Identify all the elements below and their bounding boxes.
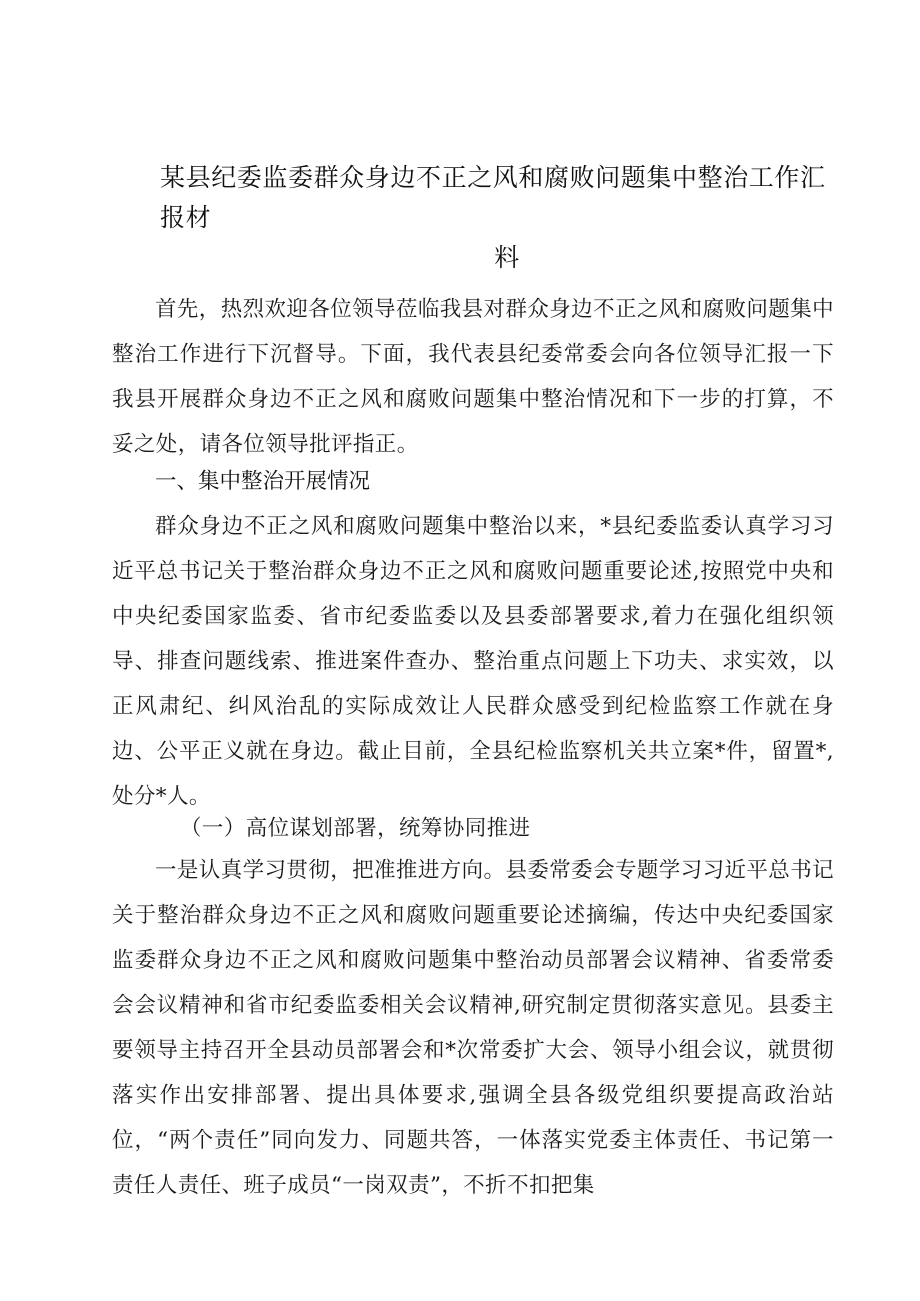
- paragraph-study: 一是认真学习贯彻，把准推进方向。县委常委会专题学习习近平总书记关于整治群众身边不正之风和腐败问题重要论述摘编，传达中央纪委国家监委群众身边不正之风和腐败问题集中整治动员部署会议精神、省委常委会会议精神和省市纪委监委相关会议精神,研究制定贯彻落实意见。县委主要领导主持召开全县动员部署会和*次常委扩大会、领导小组会议，就贯彻落实作出安排部署、提出具体要求,强调全县各级党组织要提高政治站位，“两个责任”同向发力、同题共答，一体落实党委主体责任、书记第一责任人责任、班子成员“一岗双责”，不折不扣把集: [112, 858, 834, 1198]
- section-heading-1: 一、集中整治开展情况: [155, 469, 371, 494]
- subsection-heading-1: （一）高位谋划部署，统筹协同推进: [180, 816, 531, 841]
- title-line-2: 料: [494, 243, 520, 272]
- paragraph-intro: 首先，热烈欢迎各位领导莅临我县对群众身边不正之风和腐败问题集中整治工作进行下沉督导。下面，我代表县纪委常委会向各位领导汇报一下我县开展群众身边不正之风和腐败问题集中整治情况和下一步的打算，不妥之处，请各位领导批评指正。: [112, 297, 834, 457]
- title-line-1: 某县纪委监委群众身边不正之风和腐败问题集中整治工作汇报材: [160, 163, 826, 232]
- document-title: [160, 158, 840, 278]
- paragraph-overview: 群众身边不正之风和腐败问题集中整治以来，*县纪委监委认真学习习近平总书记关于整治群众身边不正之风和腐败问题重要论述,按照党中央和中央纪委国家监委、省市纪委监委以及县委部署要求,着力在强化组织领导、排查问题线索、推进案件查办、整治重点问题上下功夫、求实效，以正风肃纪、纠风治乱的实际成效让人民群众感受到纪检监察工作就在身边、公平正义就在身边。截止目前，全县纪检监察机关共立案*件，留置*,处分*人。: [112, 514, 834, 809]
